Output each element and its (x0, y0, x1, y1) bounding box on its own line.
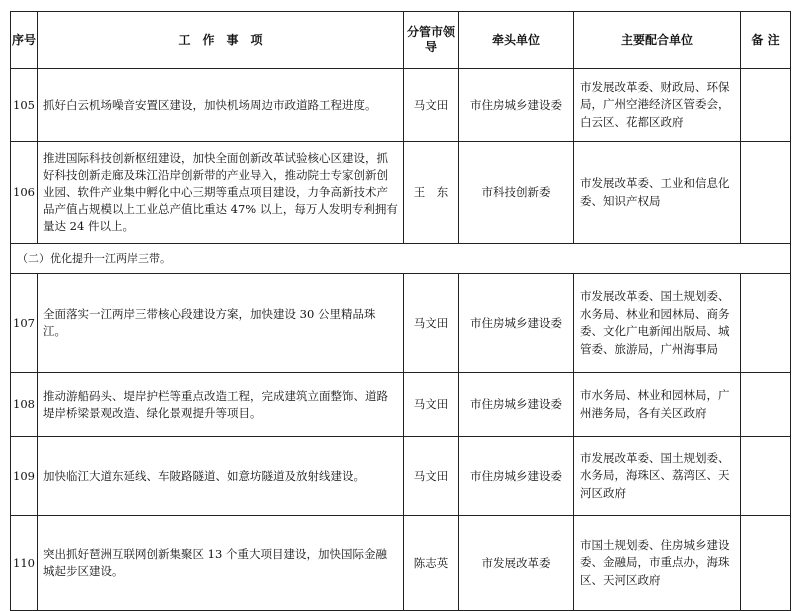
row-index: 108 (11, 373, 38, 437)
row-index: 106 (11, 142, 38, 244)
row-lead-unit: 市住房城乡建设委 (459, 69, 574, 142)
row-leader: 马文田 (404, 373, 459, 437)
row-partners: 市国土规划委、住房城乡建设委、金融局，市重点办，海珠区、天河区政府 (574, 516, 741, 611)
row-index: 110 (11, 516, 38, 611)
row-partners: 市发展改革委、国土规划委、水务局、林业和园林局、商务委、文化广电新闻出版局、城管委、旅游局，广州海事局 (574, 274, 741, 373)
table-row (11, 516, 791, 611)
table-row (11, 437, 791, 516)
row-index: 105 (11, 69, 38, 142)
row-note (741, 142, 791, 244)
header-task: 工 作 事 项 (38, 12, 404, 69)
table-row (11, 274, 791, 373)
row-lead-unit: 市科技创新委 (459, 142, 574, 244)
row-partners: 市发展改革委、工业和信息化委、知识产权局 (574, 142, 741, 244)
row-lead-unit: 市住房城乡建设委 (459, 373, 574, 437)
section-row (11, 244, 791, 274)
row-task: 推动游船码头、堤岸护栏等重点改造工程，完成建筑立面整饰、道路堤岸桥梁景观改造、绿化景观提升等项目。 (38, 373, 404, 437)
row-leader: 马文田 (404, 437, 459, 516)
row-task: 推进国际科技创新枢纽建设，加快全面创新改革试验核心区建设，抓好科技创新走廊及珠江沿岸创新带的产业导入，推动院士专家创新创业园、软件产业集中孵化中心三期等重点项目建设，力争高新技术产品产值占规模以上工业总产值比重达 47% 以上，每万人发明专利拥有量达 24 件以上。 (38, 142, 404, 244)
row-note (741, 69, 791, 142)
row-lead-unit: 市住房城乡建设委 (459, 437, 574, 516)
row-partners: 市水务局、林业和园林局，广州港务局，各有关区政府 (574, 373, 741, 437)
row-note (741, 373, 791, 437)
table-row (11, 373, 791, 437)
row-leader: 马文田 (404, 69, 459, 142)
row-leader: 马文田 (404, 274, 459, 373)
row-note (741, 437, 791, 516)
header-lead-unit: 牵头单位 (459, 12, 574, 69)
table-row (11, 69, 791, 142)
row-lead-unit: 市住房城乡建设委 (459, 274, 574, 373)
row-task: 加快临江大道东延线、车陂路隧道、如意坊隧道及放射线建设。 (38, 437, 404, 516)
row-leader: 王 东 (404, 142, 459, 244)
row-index: 107 (11, 274, 38, 373)
section-title: （二）优化提升一江两岸三带。 (11, 244, 791, 274)
table-row (11, 142, 791, 244)
header-note: 备 注 (741, 12, 791, 69)
table-header-row (11, 12, 791, 69)
row-task: 突出抓好琶洲互联网创新集聚区 13 个重大项目建设，加快国际金融城起步区建设。 (38, 516, 404, 611)
row-task: 抓好白云机场噪音安置区建设，加快机场周边市政道路工程进度。 (38, 69, 404, 142)
row-index: 109 (11, 437, 38, 516)
row-task: 全面落实一江两岸三带核心段建设方案，加快建设 30 公里精品珠江。 (38, 274, 404, 373)
row-partners: 市发展改革委、财政局、环保局，广州空港经济区管委会，白云区、花都区政府 (574, 69, 741, 142)
work-items-table (10, 11, 791, 611)
row-note (741, 516, 791, 611)
row-leader: 陈志英 (404, 516, 459, 611)
header-partners: 主要配合单位 (574, 12, 741, 69)
header-leader: 分管市领导 (404, 12, 459, 69)
row-partners: 市发展改革委、国土规划委、水务局，海珠区、荔湾区、天河区政府 (574, 437, 741, 516)
row-note (741, 274, 791, 373)
row-lead-unit: 市发展改革委 (459, 516, 574, 611)
header-index: 序号 (11, 12, 38, 69)
